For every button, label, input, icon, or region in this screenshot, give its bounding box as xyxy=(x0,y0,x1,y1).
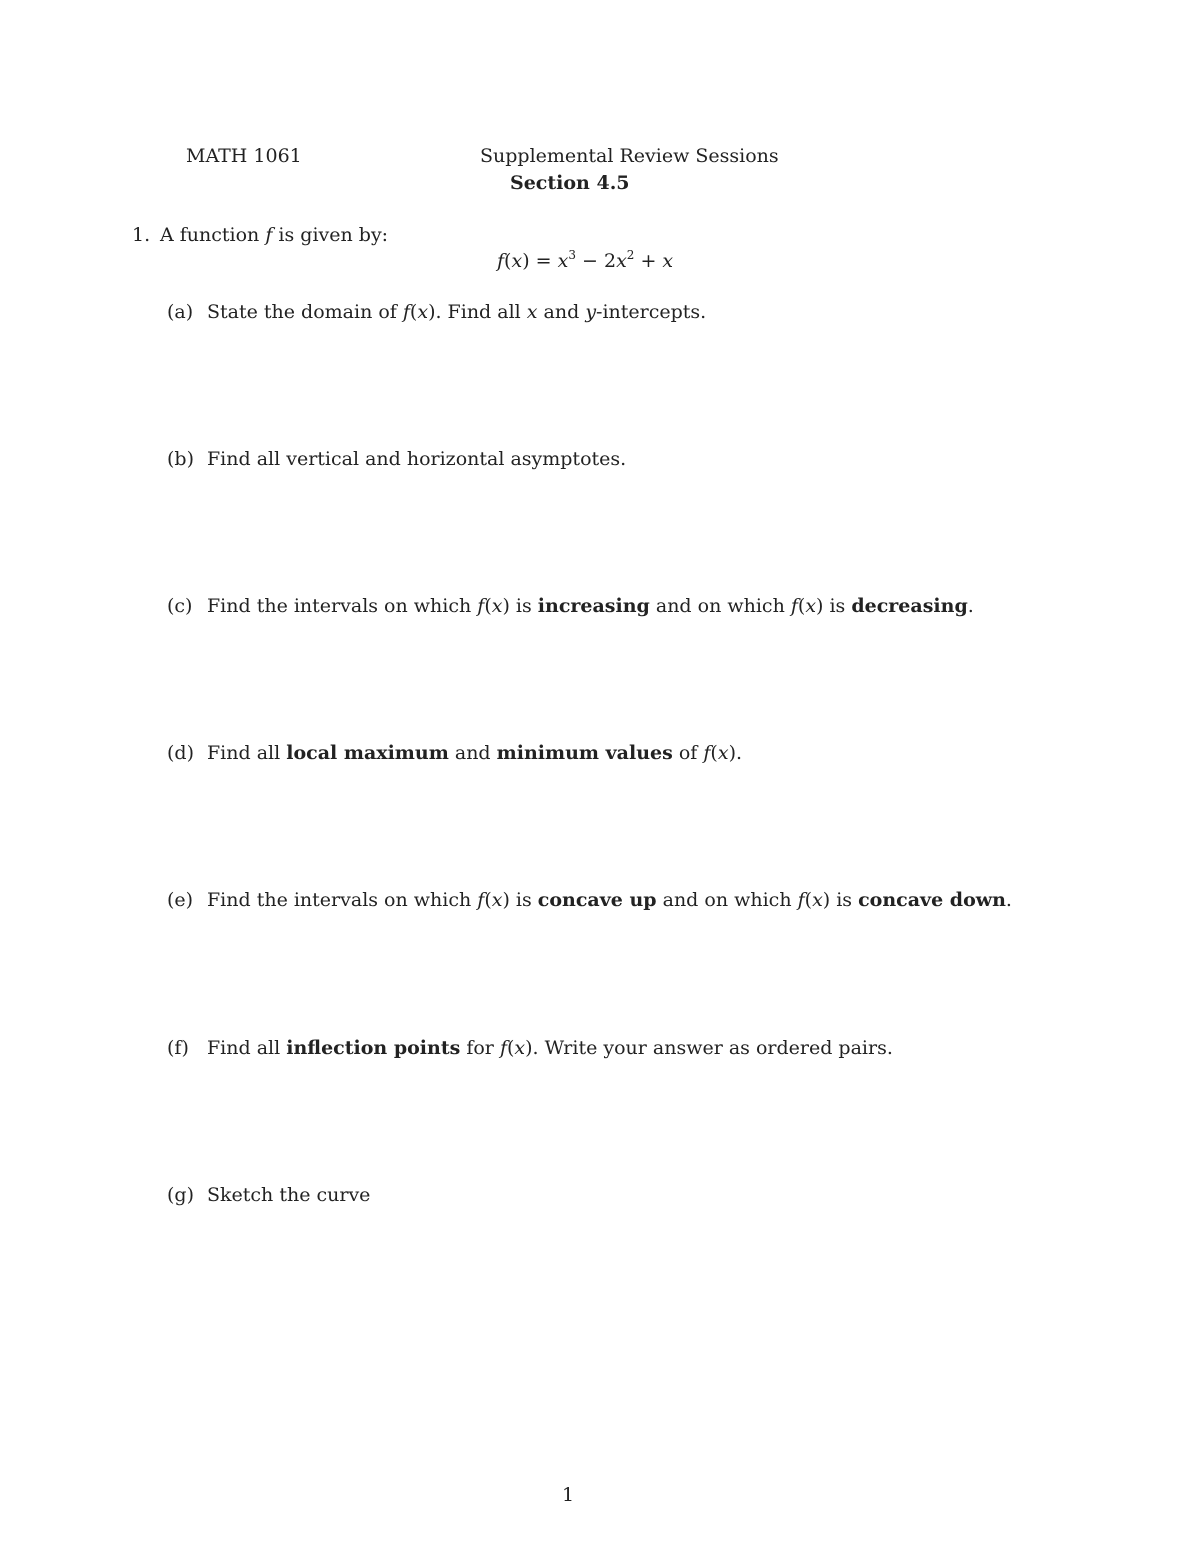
course-code: MATH 1061 xyxy=(186,145,302,167)
part-label: (a) xyxy=(167,301,194,323)
part-label: (c) xyxy=(167,595,193,617)
part-a xyxy=(167,301,706,323)
problem-number: 1. xyxy=(132,224,151,246)
section-heading: Section 4.5 xyxy=(510,172,630,194)
part-b xyxy=(167,448,626,470)
problem-intro: A function f is given by: xyxy=(160,224,389,246)
document-series-title: Supplemental Review Sessions xyxy=(480,145,779,167)
part-text: Find the intervals on which f(x) is increasing and on which f(x) is decreasing. xyxy=(207,595,974,617)
part-e xyxy=(167,889,1012,911)
part-text: State the domain of f(x). Find all x and y-intercepts. xyxy=(207,301,707,323)
part-label: (d) xyxy=(167,742,194,764)
part-g xyxy=(167,1184,370,1206)
part-text: Find all inflection points for f(x). Write your answer as ordered pairs. xyxy=(207,1037,893,1059)
page-number: 1 xyxy=(562,1484,575,1506)
part-text: Sketch the curve xyxy=(207,1184,371,1206)
part-label: (b) xyxy=(167,448,194,470)
part-text: Find the intervals on which f(x) is concave up and on which f(x) is concave down. xyxy=(207,889,1012,911)
part-label: (e) xyxy=(167,889,194,911)
part-c xyxy=(167,595,974,617)
part-label: (g) xyxy=(167,1184,194,1206)
part-f xyxy=(167,1037,893,1059)
part-text: Find all vertical and horizontal asymptotes. xyxy=(207,448,627,470)
part-d xyxy=(167,742,742,764)
part-text: Find all local maximum and minimum values of f(x). xyxy=(207,742,743,764)
function-formula: $f(x) = x^3 - 2x^2 + x$ xyxy=(497,248,674,272)
part-label: (f) xyxy=(167,1037,189,1059)
